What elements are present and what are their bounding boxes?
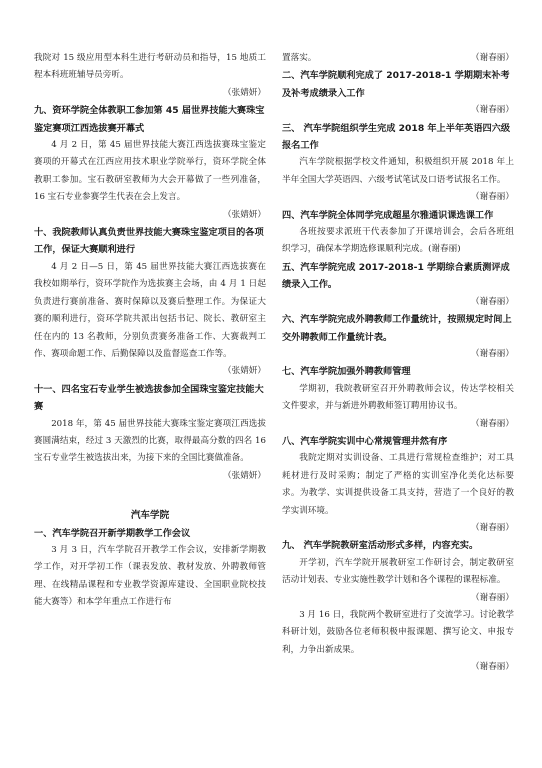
college-title: 汽车学院 (130, 510, 170, 522)
paragraph: 我院定期对实训设备、工具进行常规检查维护；对工具耗材进行及时采购；制定了严格的实训室净化美化达标要求。为教学、实训提供设备工具支持，营造了一个良好的教学实训环境。 (282, 453, 514, 516)
paragraph: 3 月 16 日，我院两个教研室进行了交流学习。讨论教学科研计划，鼓励各位老师积极申报课题、撰写论文、申报专利，力争出新成果。 (282, 610, 514, 655)
author-signature: （谢春丽） (471, 296, 514, 307)
paragraph: 各班按要求派班干代表参加了开课培训会，会后各班组织学习，确保本学期选修课顺利完成。(谢春丽) (282, 227, 514, 255)
section-heading: 四、汽车学院全体同学完成超星尔雅通识课选课工作 (282, 209, 494, 221)
paragraph: 我院对 15 级应用型本科生进行考研动员和指导，15 地质工程本科班班辅导员旁听。 (34, 53, 266, 81)
paragraph: 4 月 2 日，第 45 届世界技能大赛江西选拔赛珠宝鉴定赛项的开幕式在江西应用技术职业学院举行，资环学院全体教职工参加。宝石教研室教师为大会开幕做了一些列准备，16 宝石专业参赛学生代表在会上发言。 (34, 140, 266, 203)
section-heading: 十、我院教师认真负责世界技能大赛珠宝鉴定项目的各项工作，保证大赛顺利进行 (34, 227, 264, 256)
section-heading: 七、汽车学院加强外聘教师管理 (282, 366, 411, 378)
author-signature: （谢春丽） (471, 522, 514, 533)
author-signature: （谢春丽） (471, 418, 514, 429)
right-column (282, 50, 514, 677)
author-signature: （谢春丽） (471, 592, 514, 603)
section-heading: 一、汽车学院召开新学期教学工作会议 (34, 527, 191, 539)
paragraph-text: 置落实。 (282, 53, 317, 63)
section-heading: 八、汽车学院实训中心常规管理井然有序 (282, 435, 448, 447)
section-heading: 九、资环学院全体教职工参加第 45 届世界技能大赛珠宝鉴定赛项江西选拔赛开幕式 (34, 105, 265, 134)
author-signature: （张婧妍） (223, 470, 266, 481)
paragraph: 开学初，汽车学院开展教研室工作研讨会，制定教研室活动计划表、专业实施性教学计划和各个课程的课程标准。 (282, 557, 514, 586)
author-signature: （谢春丽） (471, 348, 514, 359)
author-signature: （谢春丽） (471, 192, 514, 203)
author-signature: （张婧妍） (223, 87, 266, 98)
left-column (34, 50, 266, 612)
section-heading: 九、 汽车学院教研室活动形式多样，内容充实。 (282, 540, 479, 552)
section-heading: 五、汽车学院完成 2017-2018-1 学期综合素质测评成绩录入工作。 (282, 261, 510, 291)
paragraph: 2018 年，第 45 届世界技能大赛珠宝鉴定赛项江西选拔赛圆满结束，经过 3 天激烈的比赛，取得最高分数的四名 16 宝石专业学生被选拔出来，为接下来的全国比赛做准备。 (34, 418, 266, 464)
author-signature: （谢春丽） (471, 53, 514, 63)
section-heading: 三、 汽车学院组织学生完成 2018 年上半年英语四六级报名工作 (282, 122, 511, 152)
author-signature: （谢春丽） (471, 105, 514, 116)
author-signature: （张婧妍） (223, 366, 266, 377)
paragraph: 汽车学院根据学校文件通知，积极组织开展 2018 年上半年全国大学英语四、六级考试笔试及口语考试报名工作。 (282, 157, 514, 185)
spacer (34, 485, 266, 507)
section-heading: 十一、四名宝石专业学生被选拔参加全国珠宝鉴定技能大赛 (34, 383, 264, 413)
paragraph-continued (282, 50, 514, 67)
author-signature: （张婧妍） (223, 209, 266, 220)
paragraph: 3 月 3 日，汽车学院召开教学工作会议，安排新学期教学工作，对开学初工作（课表发放、教材发放、外聘教师管理、在线精品课程和专业教学资源库建设、全国职业院校技能大赛等）和本学年重点工作进行布 (34, 544, 266, 608)
author-signature: （谢春丽） (471, 662, 514, 673)
paragraph: 学期初，我院教研室召开外聘教师会议，传达学校相关文件要求，并与新进外聘教师签订聘用协议书。 (282, 383, 514, 412)
paragraph: 4 月 2 日—5 日，第 45 届世界技能大赛江西选拔赛在我校如期举行，资环学院作为选拔赛主会场，由 4 月 1 日起负责进行赛前准备、赛时保障以及赛后整理工作。为保证大赛的顺利进行，资环学院共派出包括书记、院长、教研室主任在内的 13 名教师，分别负责赛务准备工作、大赛裁判工作、赛项命题工作、后勤保障以及监督巡查工作等。 (34, 261, 266, 359)
section-heading: 二、汽车学院顺利完成了 2017-2018-1 学期期末补考及补考成绩录入工作 (282, 70, 510, 99)
section-heading: 六、汽车学院完成外聘教师工作量统计，按照规定时间上交外聘教师工作量统计表。 (282, 314, 512, 343)
